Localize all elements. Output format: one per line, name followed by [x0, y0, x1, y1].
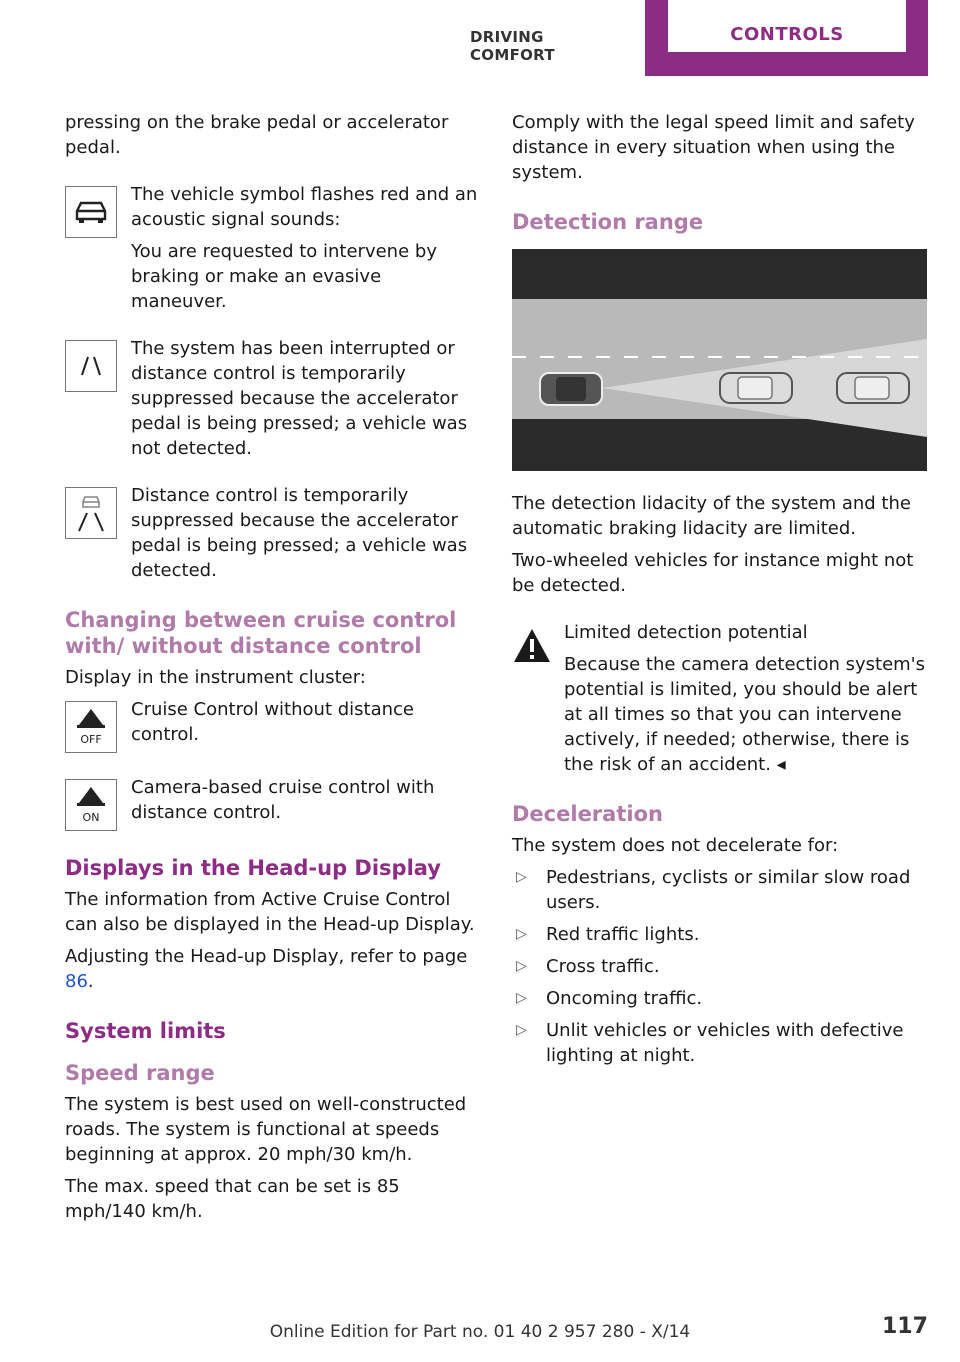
detection-range-illustration — [512, 249, 927, 471]
chapter-tab — [645, 0, 928, 76]
cruise-control-off-icon — [65, 701, 117, 753]
list-item: ▷ Unlit vehicles or vehicles with defective lighting at night. — [512, 1018, 927, 1068]
paragraph: The system does not decelerate for: — [512, 835, 839, 856]
cruise-off-block — [65, 697, 480, 753]
deceleration-list — [512, 865, 927, 1068]
lane-vehicle-icon — [65, 487, 117, 539]
svg-text:ON: ON — [82, 811, 100, 824]
paragraph: Display in the instrument cluster: — [65, 667, 366, 688]
list-item: ▷ Oncoming traffic. — [512, 986, 927, 1011]
right-column — [512, 110, 927, 1075]
paragraph: The max. speed that can be set is 85 mph/140 km/h. — [65, 1176, 400, 1222]
paragraph: Because the camera detection system's potential is limited, you should be alert at all times so that you can intervene actively, if needed; otherwise, there is the risk of an accident. ◂ — [564, 654, 926, 775]
footer-edition: Online Edition for Part no. 01 40 2 957 280 - X/14 — [269, 1322, 691, 1342]
paragraph: Two-wheeled vehicles for instance might not be detected. — [512, 550, 914, 596]
paragraph: The system has been interrupted or distance control is temporarily suppressed because the accelerator pedal is being pressed; a vehicle was not detected. — [131, 338, 468, 459]
list-item: ▷ Cross traffic. — [512, 954, 927, 979]
section-heading: System limits — [65, 1019, 226, 1043]
svg-text:OFF: OFF — [80, 733, 102, 746]
section-header: DRIVING COMFORT — [470, 28, 555, 64]
page-link[interactable]: 86 — [65, 971, 88, 992]
warning-title: Limited detection potential — [564, 622, 808, 643]
paragraph: The system is best used on well-constructed roads. The system is functional at speeds beginning at approx. 20 mph/30 km/h. — [65, 1094, 467, 1165]
paragraph: The vehicle symbol flashes red and an acoustic signal sounds: — [131, 184, 478, 230]
paragraph: Comply with the legal speed limit and safety distance in every situation when using the system. — [512, 112, 915, 183]
paragraph: pressing on the brake pedal or accelerator pedal. — [65, 112, 449, 158]
list-item: ▷ Pedestrians, cyclists or similar slow road users. — [512, 865, 927, 915]
paragraph: The detection lidacity of the system and the automatic braking lidacity are limited. — [512, 493, 911, 539]
vehicle-warning-icon — [65, 186, 117, 238]
chapter-label: CONTROLS — [730, 24, 844, 45]
paragraph: Adjusting the Head-up Display, refer to page 86. — [65, 946, 468, 992]
section-heading: Displays in the Head-up Display — [65, 856, 441, 880]
warning-triangle-icon — [512, 626, 552, 666]
cruise-on-block — [65, 775, 480, 831]
vehicle-flash-block — [65, 182, 480, 314]
section-heading: Deceleration — [512, 802, 663, 826]
page-number: 117 — [882, 1314, 928, 1339]
warning-block — [512, 620, 927, 777]
section-heading: Changing between cruise control with/ without distance control — [65, 608, 457, 658]
section-heading: Detection range — [512, 210, 704, 234]
subsection-heading: Speed range — [65, 1061, 215, 1085]
cruise-control-on-icon — [65, 779, 117, 831]
paragraph: Distance control is temporarily suppressed because the accelerator pedal is being pressed; a vehicle was detected. — [131, 485, 468, 581]
paragraph: Cruise Control without distance control. — [131, 699, 414, 745]
paragraph: Camera-based cruise control with distance control. — [131, 777, 435, 823]
paragraph: The information from Active Cruise Control can also be displayed in the Head-up Display. — [65, 889, 475, 935]
interrupted-block — [65, 336, 480, 461]
list-item: ▷ Red traffic lights. — [512, 922, 927, 947]
paragraph: You are requested to intervene by braking or make an evasive maneuver. — [131, 241, 437, 312]
lane-lines-icon — [65, 340, 117, 392]
suppressed-block — [65, 483, 480, 583]
left-column — [65, 110, 480, 1231]
